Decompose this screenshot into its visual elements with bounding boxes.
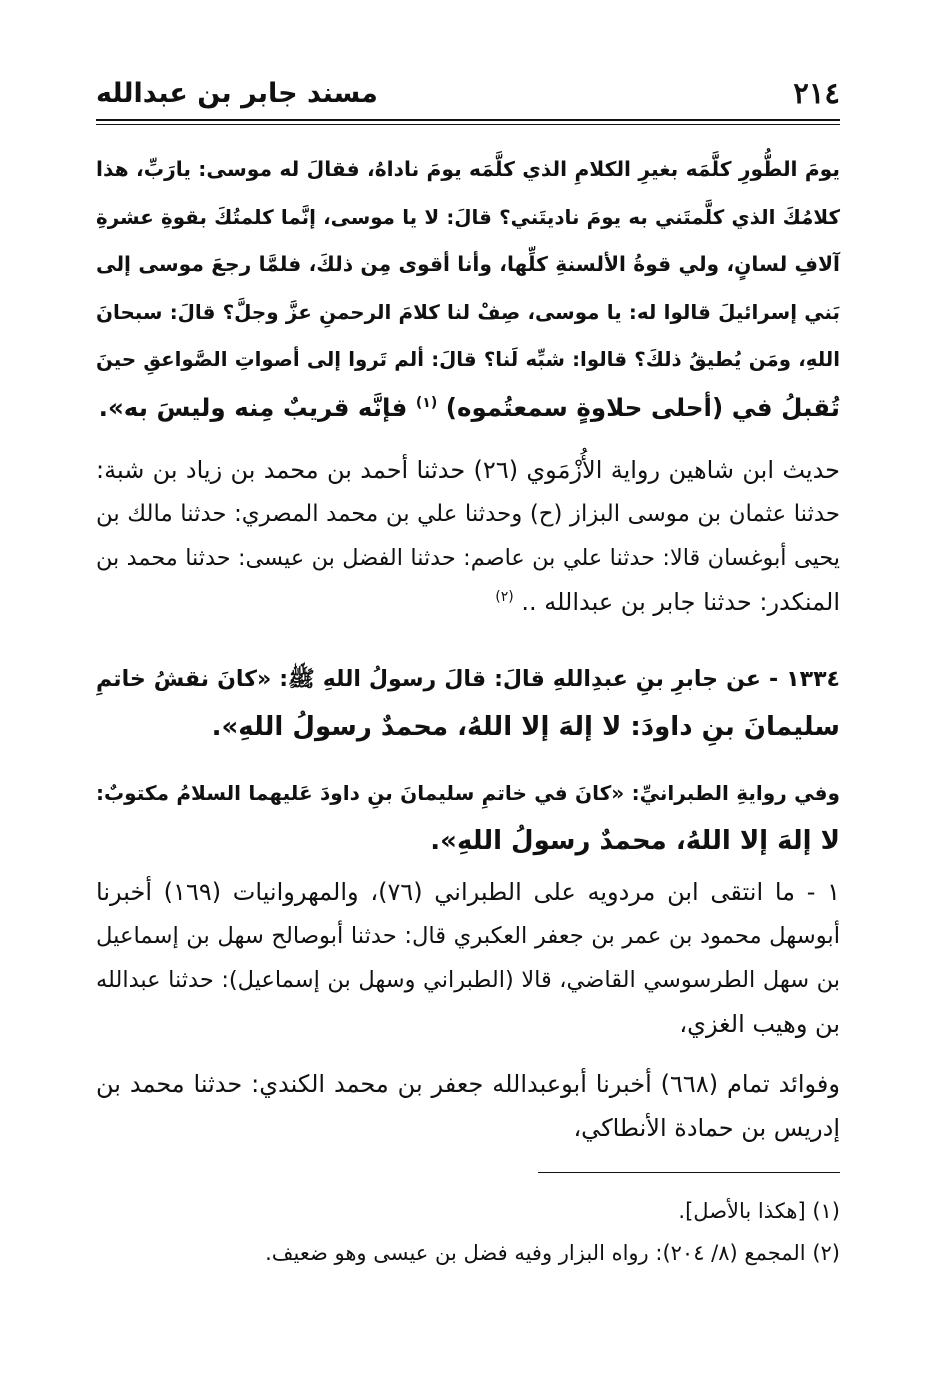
text-line: أبوسهل محمود بن عمر بن جعفر العكبري قال: حدثنا أبوصالح سهل بن إسماعيل xyxy=(96,923,840,949)
footnote-ref-1: (١) xyxy=(415,394,438,411)
text-line-last xyxy=(96,580,840,624)
text-segment: المنكدر: حدثنا جابر بن عبدالله .. xyxy=(521,588,840,616)
text-line: يحيى أبوغسان قالا: حدثنا علي بن عاصم: حدثنا الفضل بن عيسى: حدثنا محمد بن xyxy=(96,545,840,571)
text-line: ١٣٣٤ - عن جابرِ بنِ عبدِاللهِ قالَ: قالَ رسولُ اللهِ ﷺ: «كانَ نقشُ خاتمِ xyxy=(96,667,840,692)
tabarani-narration xyxy=(96,770,840,865)
text-line-last: لا إلهَ إلا اللهُ، محمدٌ رسولُ اللهِ». xyxy=(430,825,840,856)
footnote-2: (٢) المجمع (٨/ ٢٠٤): رواه البزار وفيه فضل بن عيسى وهو ضعيف. xyxy=(265,1241,840,1265)
text-line: حديث ابن شاهين رواية الأُزْمَوي (٢٦) حدثنا أحمد بن محمد بن زياد بن شبة: xyxy=(96,456,840,484)
footnote-1: (١) [هكذا بالأصل]. xyxy=(678,1199,840,1223)
text-line: بن سهل الطرسوسي القاضي، قالا (الطبراني وسهل بن إسماعيل): حدثنا عبدالله xyxy=(96,967,840,993)
text-line: بَني إسرائيلَ قالوا له: يا موسى، صِفْ لنا كلامَ الرحمنِ عزَّ وجلَّ؟ قالَ: سبحانَ xyxy=(96,300,840,324)
text-line: اللهِ، ومَن يُطيقُ ذلكَ؟ قالوا: شبِّه لَنا؟ قالَ: ألم تَروا إلى أصواتِ الصَّواعقِ حينَ xyxy=(96,348,840,371)
footnote-rule xyxy=(538,1172,840,1173)
running-title: مسند جابر بن عبدالله xyxy=(96,78,378,109)
hadith-1334 xyxy=(96,656,840,751)
text-line-last: سليمانَ بنِ داودَ: لا إلهَ إلا اللهُ، محمدٌ رسولُ اللهِ». xyxy=(211,711,840,742)
text-line-last: إدريس بن حمادة الأنطاكي، xyxy=(573,1114,840,1142)
sources-paragraph-1 xyxy=(96,870,840,1046)
text-line: يومَ الطُّورِ كلَّمَه بغيرِ الكلامِ الذي كلَّمَه يومَ ناداهُ، فقالَ له موسى: يارَبِّ، هذا xyxy=(96,157,840,181)
footnote-ref-2: (٢) xyxy=(495,589,514,605)
page-header xyxy=(96,76,840,116)
text-line-last: بن وهيب الغزي، xyxy=(679,1010,840,1038)
text-line: ١ - ما انتقى ابن مردويه على الطبراني (٧٦)، والمهروانيات (١٦٩) أخبرنا xyxy=(96,878,840,906)
text-line: وفوائد تمام (٦٦٨) أخبرنا أبوعبدالله جعفر بن محمد الكندي: حدثنا محمد بن xyxy=(96,1070,840,1098)
header-rule xyxy=(96,119,840,121)
text-segment: تُقبلُ في (أحلى حلاوةٍ سمعتُموه) xyxy=(445,392,840,422)
footnotes xyxy=(96,1190,840,1274)
text-line: حدثنا عثمان بن موسى البزاز (ح) وحدثنا علي بن محمد المصري: حدثنا مالك بن xyxy=(96,501,840,527)
text-segment: فإنَّه قريبٌ مِنه وليسَ به». xyxy=(98,392,408,422)
hadith-narrative xyxy=(96,146,840,431)
text-line: وفي روايةِ الطبرانيِّ: «كانَ في خاتمِ سليمانَ بنِ داودَ عَليهما السلامُ مكتوبٌ: xyxy=(96,781,840,805)
page-number: ٢١٤ xyxy=(793,76,840,110)
text-line: كلامُكَ الذي كلَّمتَني به يومَ ناديتَني؟ قالَ: لا يا موسى، إنَّما كلمتُكَ بقوةِ عشرةِ xyxy=(96,205,840,229)
text-line-last xyxy=(96,384,840,432)
isnad-paragraph xyxy=(96,448,840,624)
header-rule-thin xyxy=(96,124,840,125)
text-line: آلافِ لسانٍ، ولي قوةُ الألسنةِ كلِّها، وأنا أقوى مِن ذلكَ، فلمَّا رجعَ موسى إلى xyxy=(96,252,840,276)
sources-paragraph-2 xyxy=(96,1062,840,1150)
